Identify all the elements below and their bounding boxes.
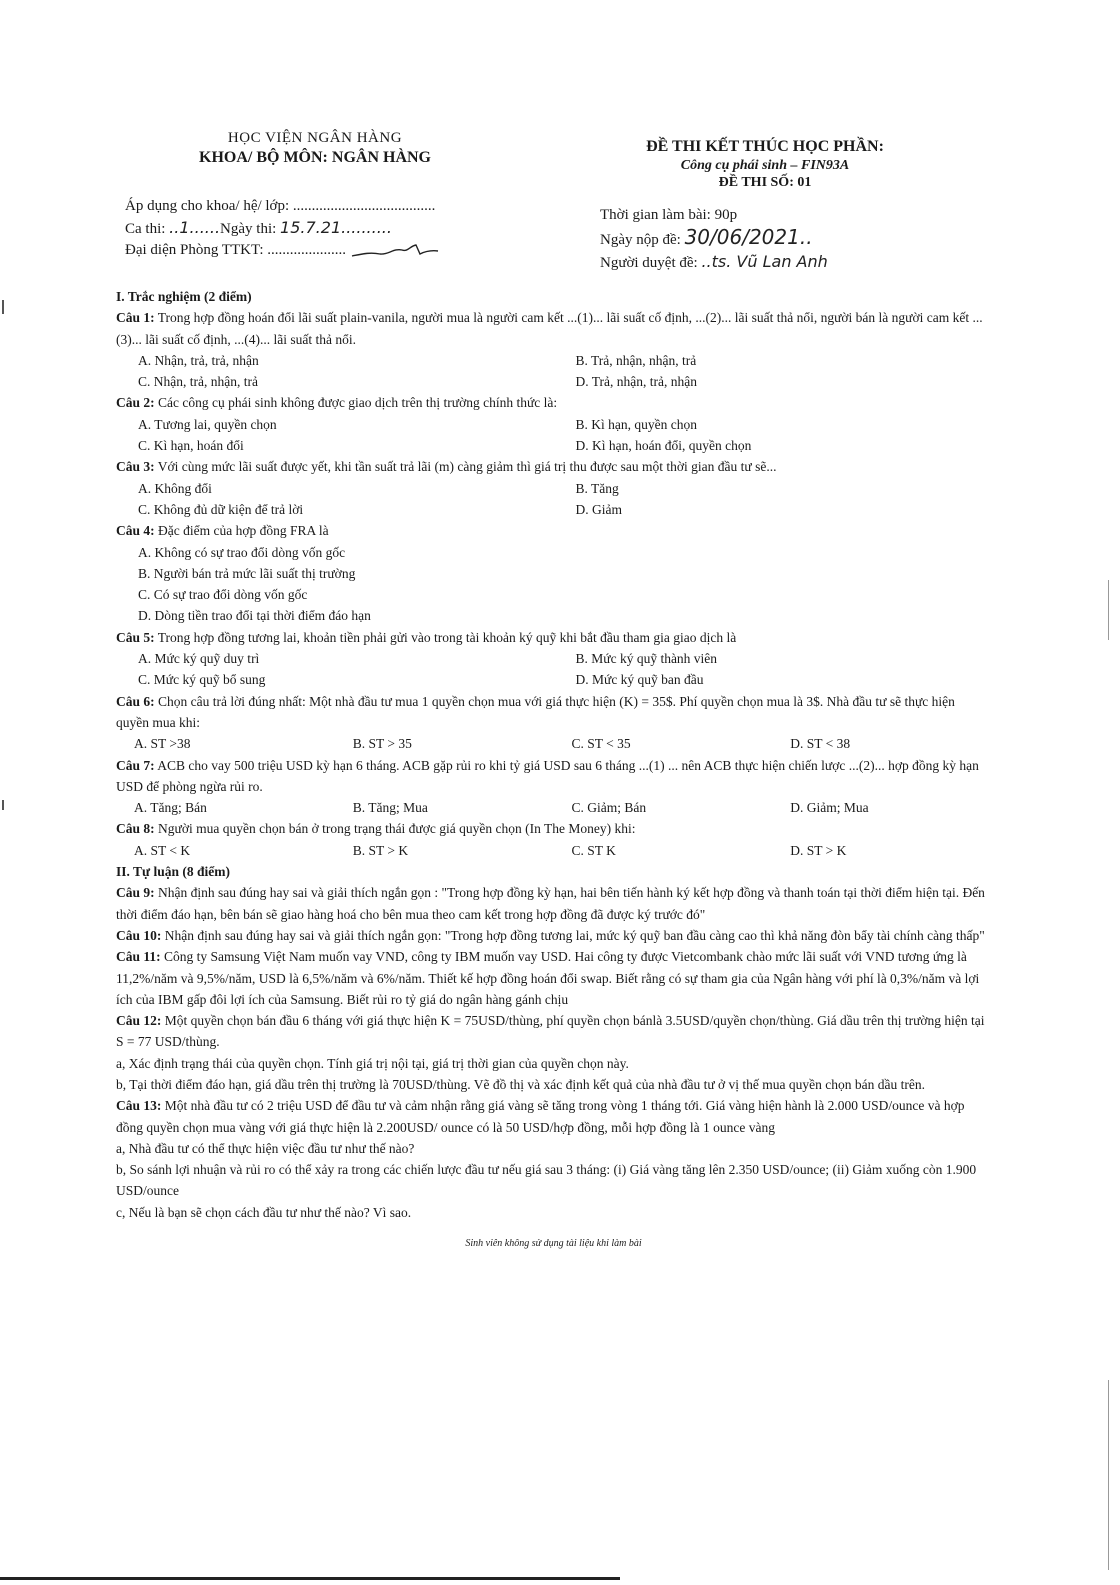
question-number: Câu 2: <box>116 395 155 411</box>
footer-note: Sinh viên không sử dụng tài liệu khi làm bài <box>465 1238 642 1250</box>
exam-body <box>116 286 991 1254</box>
question-13 <box>116 1095 991 1138</box>
option-a: A. Mức ký quỹ duy trì <box>138 651 260 667</box>
question-text: Trong hợp đồng tương lai, khoản tiền phải gửi vào trong tài khoản ký quỹ khi bắt đầu tham gia giao dịch là <box>154 629 737 645</box>
shift-value: ..1...... <box>169 218 221 237</box>
option-c: C. Mức ký quỹ bổ sung <box>138 672 266 688</box>
exam-title: ĐỀ THI KẾT THÚC HỌC PHẦN: <box>646 138 884 155</box>
option-d: D. Trả, nhận, trả, nhận <box>575 374 697 390</box>
option-a: A. Không đổi <box>138 480 212 496</box>
question-number: Câu 10: <box>116 927 162 943</box>
option-c: C. Có sự trao đổi dòng vốn gốc <box>138 587 308 603</box>
option-d: D. Dòng tiền trao đổi tại thời điểm đáo hạn <box>138 608 371 624</box>
submit-value: 30/06/2021.. <box>684 225 813 249</box>
meta-left <box>125 196 440 261</box>
question-2 <box>116 392 991 413</box>
options-row <box>116 733 991 754</box>
option-c: C. Giảm; Bán <box>571 800 647 816</box>
option-c: C. Không đủ dữ kiện để trả lời <box>138 501 304 517</box>
option-d: D. Kì hạn, hoán đổi, quyền chọn <box>575 438 752 454</box>
rep-line <box>125 240 440 261</box>
options-row <box>116 648 991 669</box>
option-a: A. Nhận, trả, trả, nhận <box>138 352 259 368</box>
option-c: C. Kì hạn, hoán đổi <box>138 438 244 454</box>
option-a: A. ST < K <box>134 842 191 858</box>
question-text: Người mua quyền chọn bán ở trong trạng thái được giá quyền chọn (In The Money) khi: <box>154 821 636 837</box>
header-right <box>600 138 930 191</box>
option-d: D. Mức ký quỹ ban đầu <box>575 672 704 688</box>
question-13-part-c: c, Nếu là bạn sẽ chọn cách đầu tư như thế nào? Vì sao. <box>116 1204 412 1220</box>
course-name: Công cụ phái sinh – FIN93A <box>680 158 850 173</box>
bottom-rule <box>0 1577 620 1580</box>
question-number: Câu 6: <box>116 693 155 709</box>
apply-line: Áp dụng cho khoa/ hệ/ lớp: ...................................... <box>125 198 436 214</box>
exam-number: ĐỀ THI SỐ: 01 <box>718 175 812 190</box>
option-d: D. ST > K <box>790 842 847 858</box>
question-text: Nhận định sau đúng hay sai và giải thích ngắn gọn: "Trong hợp đồng tương lai, mức ký quỹ ban đầu càng cao thì khả năng đòn bẩy tài chính càng thấp" <box>161 927 985 943</box>
scan-edge-mark <box>1108 1380 1109 1570</box>
question-number: Câu 13: <box>116 1098 162 1114</box>
options-row <box>116 478 991 499</box>
scan-edge-mark <box>2 300 4 314</box>
question-text: Chọn câu trả lời đúng nhất: Một nhà đầu tư mua 1 quyền chọn mua với giá thực hiện (K) = 35$. Phí quyền chọn mua là 3$. Nhà đầu tư sẽ thực hiện quyền mua khi: <box>116 693 955 730</box>
option-b: B. Kì hạn, quyền chọn <box>575 416 697 432</box>
options-row <box>116 435 991 456</box>
question-number: Câu 4: <box>116 523 155 539</box>
reviewer-value: ..ts. Vũ Lan Anh <box>701 252 828 271</box>
question-number: Câu 12: <box>116 1013 162 1029</box>
option-b: B. ST > K <box>352 842 409 858</box>
date-value: 15.7.21.......... <box>280 218 392 237</box>
header-left <box>150 130 480 167</box>
reviewer-line <box>600 251 828 274</box>
options-row <box>116 669 991 690</box>
question-number: Câu 3: <box>116 459 155 475</box>
shift-label: Ca thi: <box>125 221 170 237</box>
scan-edge-mark <box>2 800 4 810</box>
institution-name: HỌC VIỆN NGÂN HÀNG <box>227 130 403 146</box>
option-d: D. Giảm <box>575 501 622 517</box>
option-b: B. Tăng <box>575 480 619 496</box>
options-row <box>116 797 991 818</box>
question-text: Với cùng mức lãi suất được yết, khi tần suất trả lãi (m) càng giảm thì giá trị thu được sau một thời gian đầu tư sẽ... <box>154 459 777 475</box>
option-a: A. Không có sự trao đổi dòng vốn gốc <box>138 544 346 560</box>
question-1 <box>116 307 991 350</box>
option-b: B. Trả, nhận, nhận, trả <box>575 352 697 368</box>
question-11 <box>116 946 991 1010</box>
signature-mark <box>350 242 440 260</box>
duration-line: Thời gian làm bài: 90p <box>600 207 738 223</box>
question-text: Nhận định sau đúng hay sai và giải thích ngắn gọn : "Trong hợp đồng kỳ hạn, hai bên tiến hành ký kết hợp đồng và thanh toán tại thời điểm hiện tại. Đến thời điểm đáo hạn, bên bán sẽ giao hàng hoá cho bên mua theo cam kết trong hợp đồng đã được ký trước đó" <box>116 885 985 922</box>
question-3 <box>116 456 991 477</box>
submit-label: Ngày nộp đề: <box>600 232 685 248</box>
option-b: B. Mức ký quỹ thành viên <box>575 651 718 667</box>
option-d: D. ST < 38 <box>790 736 851 752</box>
rep-value: ..................... <box>267 242 347 258</box>
option-a: A. Tương lai, quyền chọn <box>138 416 277 432</box>
option-a: A. ST >38 <box>134 736 191 752</box>
date-label: Ngày thi: <box>220 221 281 237</box>
option-c: C. ST K <box>571 842 616 858</box>
question-number: Câu 9: <box>116 885 155 901</box>
options-row <box>116 414 991 435</box>
reviewer-label: Người duyệt đề: <box>600 255 702 271</box>
question-text: Các công cụ phái sinh không được giao dịch trên thị trường chính thức là: <box>154 395 558 411</box>
question-13-part-b: b, So sánh lợi nhuận và rủi ro có thể xảy ra trong các chiến lược đầu tư nếu giá sau 3 tháng: (i) Giá vàng tăng lên 2.350 USD/ounce; (ii) Giảm xuống còn 1.900 USD/ounce <box>116 1162 977 1199</box>
question-text: ACB cho vay 500 triệu USD kỳ hạn 6 tháng. ACB gặp rủi ro khi tỷ giá USD sau 6 tháng ...(1) ... nên ACB thực hiện chiến lược ...(2)... hợp đồng kỳ hạn USD để phòng ngừa rủi ro. <box>116 757 979 794</box>
question-text: Công ty Samsung Việt Nam muốn vay VND, công ty IBM muốn vay USD. Hai công ty được Vietcombank chào mức lãi suất với VND tương ứng là 11,2%/năm và 9,5%/năm, USD là 6,5%/năm và 6%/năm. Thiết kế hợp đồng hoán đổi swap. Biết rằng có sự tham gia của Ngân hàng với phí là 0,3%/năm và lợi ích của IBM gấp đôi lợi ích của Samsung. Biết rủi ro tỷ giá do ngân hàng gánh chịu <box>116 949 980 1007</box>
question-9 <box>116 882 991 925</box>
option-c: C. ST < 35 <box>571 736 631 752</box>
option-b: B. Tăng; Mua <box>352 800 428 816</box>
question-5 <box>116 627 991 648</box>
question-13-part-a: a, Nhà đầu tư có thể thực hiện việc đầu tư như thế nào? <box>116 1140 415 1156</box>
question-6 <box>116 691 991 734</box>
question-8 <box>116 818 991 839</box>
options-row <box>116 499 991 520</box>
question-12 <box>116 1010 991 1053</box>
question-text: Đặc điểm của hợp đồng FRA là <box>154 523 329 539</box>
question-4 <box>116 520 991 541</box>
option-b: B. Người bán trả mức lãi suất thị trường <box>138 565 356 581</box>
section-1-title: I. Trắc nghiệm (2 điểm) <box>116 289 252 304</box>
question-text: Trong hợp đồng hoán đổi lãi suất plain-vanila, người mua là người cam kết ...(1)... lãi suất cố định, ...(2)... lãi suất thả nổi, người bán là người cam kết ...(3)... lãi suất cố định, ...(4)... lãi suất thả nổi. <box>116 310 983 347</box>
question-number: Câu 1: <box>116 310 155 326</box>
question-7 <box>116 755 991 798</box>
meta-right <box>600 204 828 274</box>
options-row <box>116 350 991 371</box>
option-c: C. Nhận, trả, nhận, trả <box>138 374 258 390</box>
option-d: D. Giảm; Mua <box>790 800 869 816</box>
question-12-part-a: a, Xác định trạng thái của quyền chọn. Tính giá trị nội tại, giá trị thời gian của quyền chọn này. <box>116 1055 629 1071</box>
shift-line <box>125 217 440 240</box>
question-number: Câu 11: <box>116 949 161 965</box>
question-10 <box>116 925 991 946</box>
submit-line <box>600 226 828 251</box>
rep-label: Đại diện Phòng TTKT: <box>125 242 268 258</box>
department-name: KHOA/ BỘ MÔN: NGÂN HÀNG <box>199 149 431 166</box>
question-text: Một nhà đầu tư có 2 triệu USD để đầu tư và cảm nhận rằng giá vàng sẽ tăng trong vòng 1 tháng tới. Giá vàng hiện hành là 2.000 USD/ounce và hợp đồng quyền chọn mua vàng với giá thực hiện là 2.200USD/ ounce có là 50 USD/hợp đồng, mỗi hợp đồng là 1 ounce vàng <box>116 1098 965 1135</box>
question-text: Một quyền chọn bán đầu 6 tháng với giá thực hiện K = 75USD/thùng, phí quyền chọn bánlà 3.5USD/quyền chọn/thùng. Giá dầu trên thị trường hiện tại S = 77 USD/thùng. <box>116 1013 985 1050</box>
question-number: Câu 7: <box>116 757 155 773</box>
scan-edge-mark <box>1108 580 1109 640</box>
options-row <box>116 371 991 392</box>
option-b: B. ST > 35 <box>352 736 412 752</box>
question-12-part-b: b, Tại thời điểm đáo hạn, giá dầu trên thị trường là 70USD/thùng. Vẽ đồ thị và xác định kết quả của nhà đầu tư ở vị thế mua quyền chọn bán dầu trên. <box>116 1076 925 1092</box>
question-number: Câu 8: <box>116 821 155 837</box>
options-row <box>116 840 991 861</box>
section-2-title: II. Tự luận (8 điểm) <box>116 864 230 880</box>
option-a: A. Tăng; Bán <box>134 800 207 816</box>
question-number: Câu 5: <box>116 629 155 645</box>
